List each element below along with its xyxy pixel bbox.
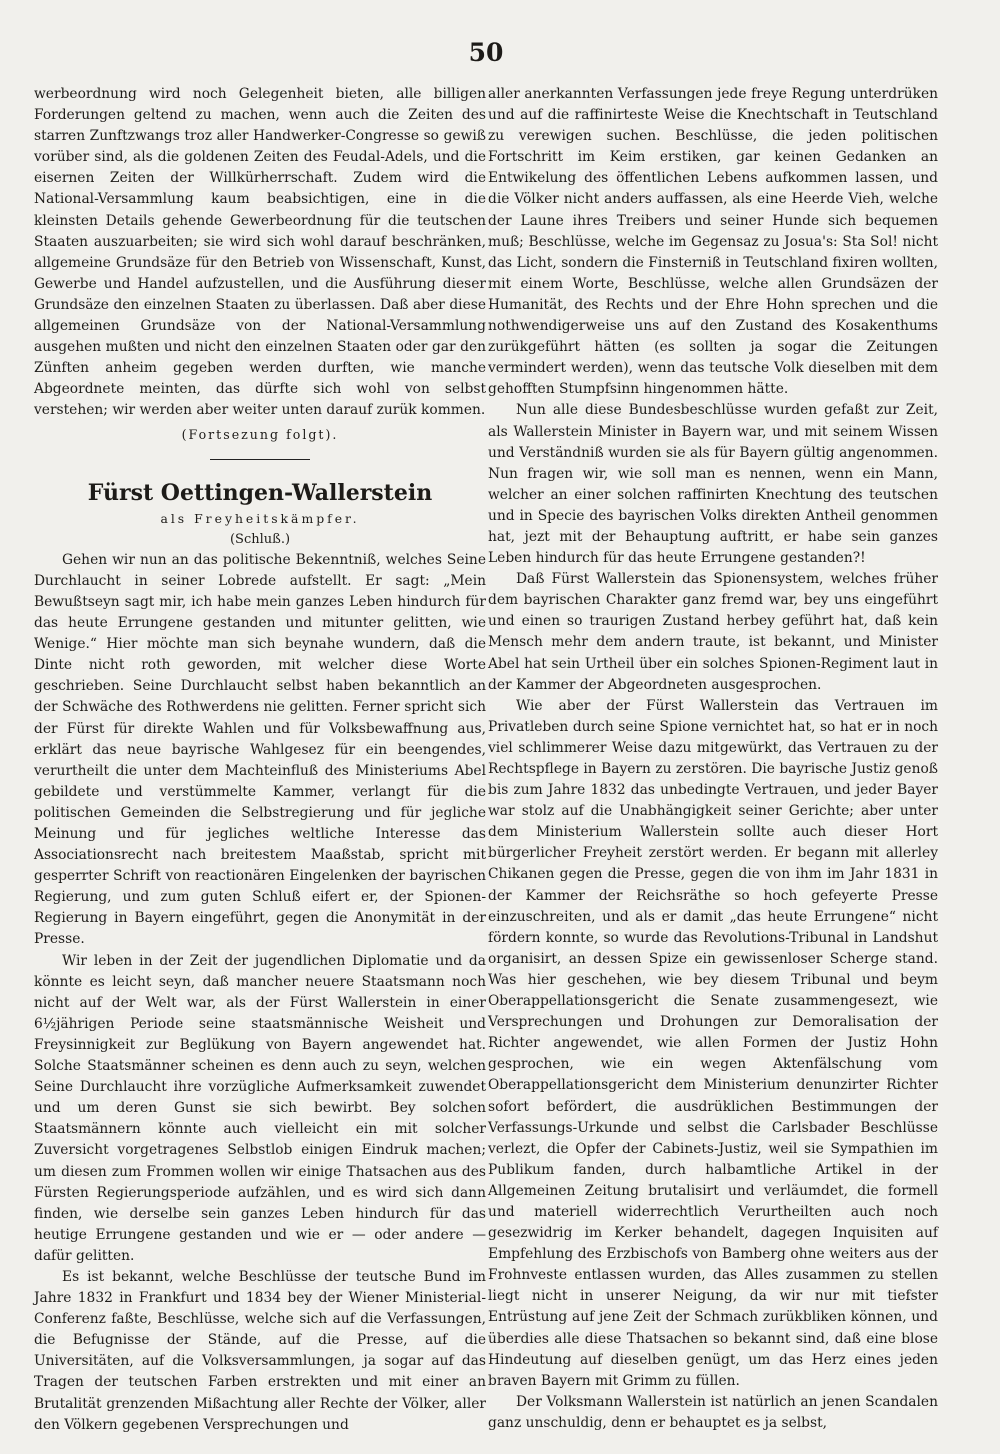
right-column bbox=[488, 84, 938, 1434]
page-number: 50 bbox=[468, 38, 504, 67]
body-paragraph: Wir leben in der Zeit der jugendlichen Diplomatie und da könnte es leicht seyn, daß mancher neuere Staatsmann noch nicht auf der Welt war, als der Fürst Wallerstein in einer 6½jährigen Periode seine staatsmännische Weisheit und Freysinnigkeit zur Beglükung von Bayern angewendet hat. Solche Staatsmänner scheinen es denn auch zu seyn, welchen Seine Durchlaucht ihre vorzügliche Aufmerksamkeit zuwendet und um deren Gunst sie sich bewirbt. Bey solchen Staatsmännern könnte auch vielleicht ein mit solcher Zuversicht vorgetragenes Selbstlob einigen Eindruk machen; um diesen zum Frommen wollen wir einige Thatsachen aus des Fürsten Regierungsperiode aufzählen, und es wird sich dann finden, wie derselbe sein ganzes Leben hindurch für das heutige Errungene gestanden und wie er — oder andere — dafür gelitten. bbox=[34, 952, 486, 1264]
conclusion-marker: (Schluß.) bbox=[229, 531, 291, 547]
body-paragraph: Daß Fürst Wallerstein das Spionensystem, welches früher dem bayrischen Charakter ganz fremd war, bey uns eingeführt und einen so traurigen Zustand herbey geführt hat, daß kein Mensch mehr dem andern traute, ist bekannt, und Minister Abel hat sein Urtheil über ein solches Spionen-Regiment laut in der Kammer der Abgeordneten ausgesprochen. bbox=[488, 571, 938, 693]
section-divider bbox=[210, 459, 310, 460]
body-paragraph: Wie aber der Fürst Wallerstein das Vertrauen im Privatleben durch seine Spione vernichtet hat, so hat er in noch viel schlimmerer Weise dazu mitgewürkt, das Vertrauen zu der Rechtspflege in Bayern zu zerstören. Die bayrische Justiz genoß bis zum Jahre 1832 das unbedingte Vertrauen, und jeder Bayer war stolz auf die Unabhängigkeit seiner Gerichte; aber unter dem Ministerium Wallerstein sollte auch dieser Hort bürgerlicher Freyheit zerstört werden. Er begann mit allerley Chikanen gegen die Presse, gegen die von ihm im Jahr 1831 in der Kammer der Reichsräthe so hoch gefeyerte Presse einzuschreiten, und als er damit „das heute Errungene“ nicht fördern konnte, so wurde das Revolutions-Tribunal in Landshut organisirt, an dessen Spize ein gewissenloser Scherge stand. Was hier geschehen, wie bey diesem Tribunal und beym Oberappellationsgericht die Senate zusammengesezt, wie Versprechungen und Drohungen zur Demoralisation der Richter angewendet, wie allen Formen der Justiz Hohn gesprochen, wie ein wegen Aktenfälschung vom Oberappellationsgericht dem Ministerium denunzirter Richter sofort befördert, die ausdrüklichen Bestimmungen der Verfassungs-Urkunde und selbst die Carlsbader Beschlüsse verlezt, die Opfer der Cabinets-Justiz, weil sie Sympathien im Publikum fanden, durch halbamtliche Artikel in der Allgemeinen Zeitung brutalisirt und verläumdet, die formell und materiell widerrechtlich Verurtheilten auch noch gesezwidrig im Kerker behandelt, dagegen Inquisiten auf Empfehlung des Erzbischofs von Bamberg ohne weiters aus der Frohnveste entlassen wurden, das Alles zusammen zu stellen liegt nicht in unserer Neigung, da wir nur mit tiefster Entrüstung auf jene Zeit der Schmach zurükbliken können, und überdies alle diese Thatsachen so bekannt sind, daß eine blose Hindeutung auf dieselben genügt, um das Herz eines jeden braven Bayern mit Grimm zu füllen. bbox=[488, 697, 938, 1389]
body-paragraph: aller anerkannten Verfassungen jede freye Regung unterdrüken und auf die raffinirteste Weise die Knechtschaft in Teutschland zu verewigen suchen. Beschlüsse, die jeden politischen Fortschritt im Keim erstiken, gar keinen Gedanken an Entwikelung des öffentlichen Lebens aufkommen lassen, und die Völker nicht anders auffassen, als eine Heerde Vieh, welche der Laune ihres Treibers und seiner Hunde sich bequemen muß; Beschlüsse, welche im Gegensaz zu Josua's: Sta Sol! nicht das Licht, sondern die Finsterniß in Teutschland fixiren wollten, mit einem Worte, Beschlüsse, welche allen Grundsäzen der Humanität, des Rechts und der Ehre Hohn sprechen und die nothwendigerweise uns auf den Zustand des Kosakenthums zurükgeführt hätten (es sollten ja sogar die Zeitungen vermindert werden), wenn das teutsche Volk dieselben mit dem gehofften Stumpfsinn hingenommen hätte. bbox=[488, 86, 938, 398]
body-paragraph: Es ist bekannt, welche Beschlüsse der teutsche Bund im Jahre 1832 in Frankfurt und 1834 bey der Wiener Ministerial-Conferenz faßte, Beschlüsse, welche sich auf die Verfassungen, die Befugnisse der Stände, auf die Presse, auf die Universitäten, auf die Volksversammlungen, ja sogar auf das Tragen der teutschen Farben erstrekten und mit einer an Brutalität grenzenden Mißachtung aller Rechte der Völker, aller den Völkern gegebenen Versprechungen und bbox=[34, 1268, 486, 1433]
continued-paragraph: werbeordnung wird noch Gelegenheit bieten, alle billigen Forderungen geltend zu machen, wenn auch die Zeiten des starren Zunftzwangs troz aller Handwerker-Congresse so gewiß vorüber sind, als die goldenen Zeiten des Feudal-Adels, und die eisernen Zeiten der Willkürherrschaft. Zudem wird die National-Versammlung kaum beabsichtigen, eine in die kleinsten Details gehende Gewerbeordnung für die teutschen Staaten auszuarbeiten; sie wird sich wohl darauf beschränken, allgemeine Grundsäze für den Betrieb von Wissenschaft, Kunst, Gewerbe und Handel aufzustellen, und die Ausführung dieser Grundsäze den einzelnen Staaten zu überlassen. Daß aber diese allgemeinen Grundsäze von der National-Versammlung ausgehen mußten und nicht den einzelnen Staaten oder gar den Zünften anheim gegeben werden durften, wie manche Abgeordnete meinten, das dürfte sich wohl von selbst verstehen; wir werden aber weiter unten darauf zurük kommen. bbox=[34, 86, 486, 419]
body-paragraph: Der Volksmann Wallerstein ist natürlich an jenen Scandalen ganz unschuldig, denn er behauptet es ja selbst, bbox=[488, 1393, 938, 1431]
body-paragraph: Gehen wir nun an das politische Bekenntniß, welches Seine Durchlaucht in seiner Lobrede aufstellt. Er sagt: „Mein Bewußtseyn sagt mir, ich habe mein ganzes Leben hindurch für das heute Errungene gestanden und mitunter gelitten, wie Wenige.“ Hier möchte man sich beynahe wundern, daß die Dinte nicht roth geworden, mit welcher diese Worte geschrieben. Seine Durchlaucht selbst haben bekanntlich an der Schwäche des Rothwerdens nie gelitten. Ferner spricht sich der Fürst für direkte Wahlen und für Volksbewaffnung aus, erklärt das neue bayrische Wahlgesez für ein beengendes, verurtheilt die unter dem Machteinfluß des Ministeriums Abel gebildete und verstümmelte Kammer, verlangt für die politischen Gemeinden die Selbstregierung und für jegliche Meinung und für jegliches weltliche Interesse das Associationsrecht nach breitestem Maaßstab, spricht mit gesperrter Schrift von reactionären Eingelenken der bayrischen Regierung, und zum guten Schluß eifert er, der Spionen-Regierung in Bayern eingeführt, gegen die Anonymität in der Presse. bbox=[34, 551, 486, 948]
left-column bbox=[34, 84, 486, 1436]
article-title: Fürst Oettingen-Wallerstein bbox=[87, 479, 433, 506]
article-subtitle: als Freyheitskämpfer. bbox=[160, 510, 360, 526]
body-paragraph: Nun alle diese Bundesbeschlüsse wurden gefaßt zur Zeit, als Wallerstein Minister in Bayern war, und mit seinem Wissen und Verständniß wurden sie als für Bayern gültig angenommen. Nun fragen wir, wie soll man es nennen, wenn ein Mann, welcher an einer solchen raffinirten Knechtung des teutschen und in Specie des bayrischen Volks direkten Antheil genommen hat, jezt mit der Behauptung auftritt, er habe sein ganzes Leben hindurch für das heute Errungene gestanden?! bbox=[488, 402, 938, 567]
continuation-note: (Fortsezung folgt). bbox=[181, 426, 339, 442]
